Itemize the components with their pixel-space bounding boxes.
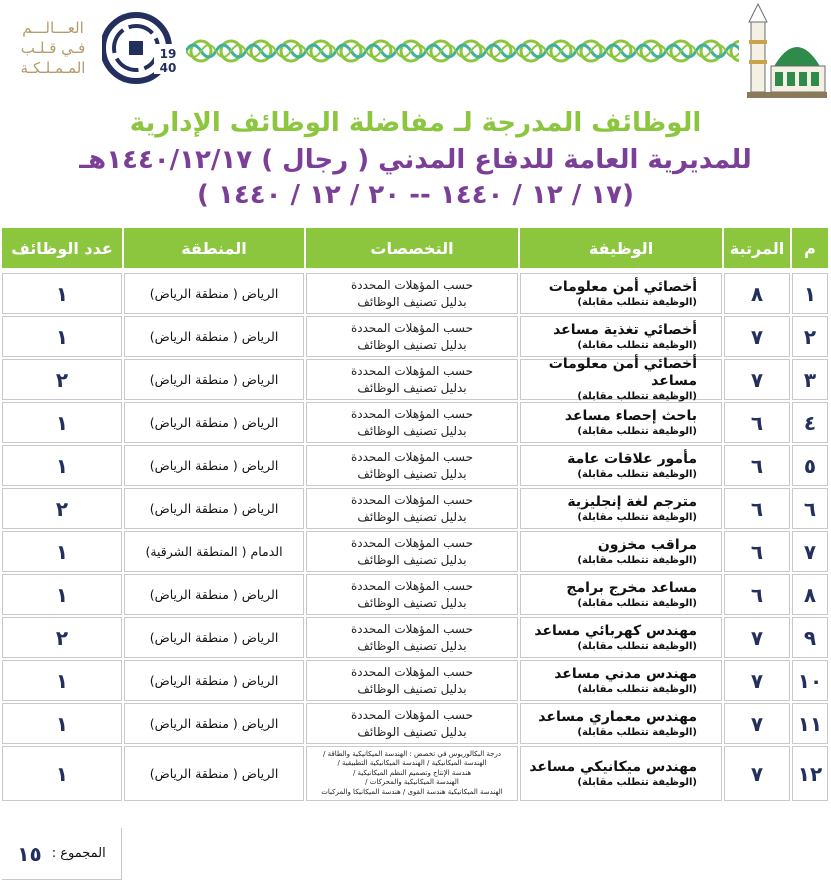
specialty-line: بدليل تصنيف الوظائف <box>357 681 467 696</box>
specialty-line: حسب المؤهلات المحددة <box>350 363 474 378</box>
cell-rank: ٦ <box>724 531 790 572</box>
cell-count: ١ <box>2 703 122 744</box>
title-line-1: الوظائف المدرجة لـ مفاضلة الوظائف الإدارية <box>129 108 702 138</box>
cell-index: ٣ <box>792 359 828 400</box>
job-note: (الوظيفة تتطلب مقابلة) <box>577 391 697 402</box>
cell-spec <box>306 746 518 801</box>
specialty-line: حسب المؤهلات المحددة <box>350 492 474 507</box>
specialty-line: حسب المؤهلات المحددة <box>350 578 474 593</box>
decorative-border-band <box>186 36 739 66</box>
job-title: مساعد مخرج برامج <box>566 579 697 596</box>
header-job: الوظيفة <box>520 228 722 268</box>
cell-region: الرياض ( منطقة الرياض) <box>124 402 304 443</box>
job-note: (الوظيفة تتطلب مقابلة) <box>577 511 697 523</box>
jobs-table <box>0 228 831 880</box>
job-title: مأمور علاقات عامة <box>567 450 697 467</box>
logo-slogan <box>14 18 92 78</box>
specialty-line: بدليل تصنيف الوظائف <box>357 423 467 438</box>
job-title: أخصائي أمن معلومات <box>548 278 697 295</box>
cell-count: ١ <box>2 746 122 801</box>
cell-job <box>520 703 722 744</box>
job-note: (الوظيفة تتطلب مقابلة) <box>577 640 697 652</box>
cell-rank: ٨ <box>724 273 790 314</box>
job-note: (الوظيفة تتطلب مقابلة) <box>577 339 697 351</box>
specialty-line: بدليل تصنيف الوظائف <box>357 595 467 610</box>
cell-region: الرياض ( منطقة الرياض) <box>124 746 304 801</box>
cell-index: ٢ <box>792 316 828 357</box>
cell-job <box>520 617 722 658</box>
cell-index: ٧ <box>792 531 828 572</box>
cell-spec <box>306 359 518 400</box>
total-value: ١٥ <box>17 841 42 866</box>
anniversary-emblem-icon <box>102 10 182 86</box>
cell-index: ٩ <box>792 617 828 658</box>
anniversary-digits-bottom: 40 <box>159 61 177 75</box>
cell-rank: ٦ <box>724 445 790 486</box>
cell-job <box>520 356 722 402</box>
cell-count: ١ <box>2 531 122 572</box>
anniversary-digits-top: 19 <box>159 47 177 61</box>
job-title: أخصائي أمن معلومات مساعد <box>548 356 697 389</box>
cell-rank: ٧ <box>724 703 790 744</box>
specialty-line: بدليل تصنيف الوظائف <box>357 638 467 653</box>
cell-count: ١ <box>2 273 122 314</box>
specialty-line: حسب المؤهلات المحددة <box>350 320 474 335</box>
cell-count: ٢ <box>2 617 122 658</box>
cell-job <box>520 660 722 701</box>
cell-region: الرياض ( منطقة الرياض) <box>124 359 304 400</box>
cell-index: ٤ <box>792 402 828 443</box>
cell-job <box>520 488 722 529</box>
cell-job <box>520 402 722 443</box>
job-note: (الوظيفة تتطلب مقابلة) <box>577 597 697 609</box>
cell-spec <box>306 402 518 443</box>
specialty-line: حسب المؤهلات المحددة <box>350 406 474 421</box>
specialty-line: بدليل تصنيف الوظائف <box>357 552 467 567</box>
specialty-line: الهندسة الميكانيكية والمحركات / <box>365 778 459 787</box>
cell-count: ١ <box>2 574 122 615</box>
cell-rank: ٧ <box>724 617 790 658</box>
total-cell <box>2 828 122 880</box>
cell-region: الرياض ( منطقة الرياض) <box>124 660 304 701</box>
cell-region: الدمام ( المنطقة الشرقية) <box>124 531 304 572</box>
cell-region: الرياض ( منطقة الرياض) <box>124 488 304 529</box>
job-note: (الوظيفة تتطلب مقابلة) <box>577 296 697 308</box>
header-specialties: التخصصات <box>306 228 518 268</box>
cell-index: ١١ <box>792 703 828 744</box>
cell-region: الرياض ( منطقة الرياض) <box>124 273 304 314</box>
cell-rank: ٦ <box>724 488 790 529</box>
job-title: باحث إحصاء مساعد <box>564 407 697 424</box>
cell-index: ٥ <box>792 445 828 486</box>
logo-slogan-line-2: فـي قـلـب <box>20 39 86 57</box>
cell-index: ٨ <box>792 574 828 615</box>
total-label: المجموع : <box>51 846 106 861</box>
cell-rank: ٧ <box>724 660 790 701</box>
job-note: (الوظيفة تتطلب مقابلة) <box>577 425 697 437</box>
specialty-line: بدليل تصنيف الوظائف <box>357 380 467 395</box>
job-note: (الوظيفة تتطلب مقابلة) <box>577 468 697 480</box>
cell-region: الرياض ( منطقة الرياض) <box>124 574 304 615</box>
cell-spec <box>306 703 518 744</box>
header-count: عدد الوظائف <box>2 228 122 268</box>
cell-region: الرياض ( منطقة الرياض) <box>124 316 304 357</box>
cell-spec <box>306 574 518 615</box>
job-note: (الوظيفة تتطلب مقابلة) <box>577 554 697 566</box>
specialty-line: حسب المؤهلات المحددة <box>350 707 474 722</box>
title-line-2: للمديرية العامة للدفاع المدني ( رجال ) ١٤٤٠/١٢/١٧هـ <box>79 145 752 175</box>
specialty-line: بدليل تصنيف الوظائف <box>357 724 467 739</box>
title-line-3: (١٧ / ١٢ / ١٤٤٠ -- ٢٠ / ١٢ / ١٤٤٠ ) <box>197 180 634 210</box>
cell-count: ١ <box>2 445 122 486</box>
cell-count: ١ <box>2 660 122 701</box>
job-title: مترجم لغة إنجليزية <box>567 493 697 510</box>
cell-job <box>520 273 722 314</box>
specialty-line: هندسة الإنتاج وتصميم النظم الميكانيكية / <box>352 768 472 777</box>
specialty-line: حسب المؤهلات المحددة <box>350 621 474 636</box>
specialty-line: الهندسة الميكانيكية / الهندسة الميكانيكية التطبيقية / <box>337 759 487 768</box>
cell-count: ١ <box>2 316 122 357</box>
cell-spec <box>306 445 518 486</box>
cell-index: ٦ <box>792 488 828 529</box>
cell-rank: ٧ <box>724 746 790 801</box>
job-note: (الوظيفة تتطلب مقابلة) <box>577 726 697 738</box>
cell-job <box>520 531 722 572</box>
header-rank: المرتبة <box>724 228 790 268</box>
cell-region: الرياض ( منطقة الرياض) <box>124 445 304 486</box>
cell-spec <box>306 273 518 314</box>
job-note: (الوظيفة تتطلب مقابلة) <box>577 683 697 695</box>
cell-job <box>520 746 722 801</box>
specialty-line: حسب المؤهلات المحددة <box>350 535 474 550</box>
mosque-icon <box>747 2 827 98</box>
cell-job <box>520 574 722 615</box>
job-title: أخصائي تغذية مساعد <box>553 321 697 338</box>
cell-rank: ٧ <box>724 316 790 357</box>
anniversary-logo <box>10 8 185 86</box>
cell-spec <box>306 617 518 658</box>
job-title: مهندس مدني مساعد <box>554 665 697 682</box>
cell-region: الرياض ( منطقة الرياض) <box>124 617 304 658</box>
specialty-line: حسب المؤهلات المحددة <box>350 664 474 679</box>
job-title: مهندس كهربائي مساعد <box>534 622 697 639</box>
logo-slogan-line-1: العـــالـــم <box>22 19 84 37</box>
header-index: م <box>792 228 828 268</box>
header-region: المنطقة <box>124 228 304 268</box>
cell-rank: ٦ <box>724 574 790 615</box>
cell-job <box>520 445 722 486</box>
specialty-line: درجة البكالوريوس في تخصص : الهندسة الميكانيكية والطاقة / <box>323 749 501 758</box>
cell-job <box>520 316 722 357</box>
cell-spec <box>306 531 518 572</box>
cell-region: الرياض ( منطقة الرياض) <box>124 703 304 744</box>
specialty-line: بدليل تصنيف الوظائف <box>357 466 467 481</box>
cell-index: ١ <box>792 273 828 314</box>
cell-index: ١٠ <box>792 660 828 701</box>
cell-count: ٢ <box>2 359 122 400</box>
cell-spec <box>306 488 518 529</box>
cell-count: ٢ <box>2 488 122 529</box>
cell-rank: ٧ <box>724 359 790 400</box>
job-title: مهندس معماري مساعد <box>538 708 697 725</box>
job-title: مراقب مخزون <box>597 536 697 553</box>
logo-slogan-line-3: المـمـلـكـة <box>20 59 86 77</box>
specialty-line: حسب المؤهلات المحددة <box>350 449 474 464</box>
specialty-line: حسب المؤهلات المحددة <box>350 277 474 292</box>
job-note: (الوظيفة تتطلب مقابلة) <box>577 776 697 788</box>
cell-rank: ٦ <box>724 402 790 443</box>
cell-spec <box>306 660 518 701</box>
cell-index: ١٢ <box>792 746 828 801</box>
specialty-line: بدليل تصنيف الوظائف <box>357 294 467 309</box>
page-header <box>0 0 831 100</box>
job-title: مهندس ميكانيكي مساعد <box>529 758 697 775</box>
cell-spec <box>306 316 518 357</box>
specialty-line: بدليل تصنيف الوظائف <box>357 337 467 352</box>
specialty-line: الهندسة الميكانيكية هندسة القوى / هندسة الميكانيكا والمركبات <box>321 787 503 796</box>
cell-count: ١ <box>2 402 122 443</box>
specialty-line: بدليل تصنيف الوظائف <box>357 509 467 524</box>
